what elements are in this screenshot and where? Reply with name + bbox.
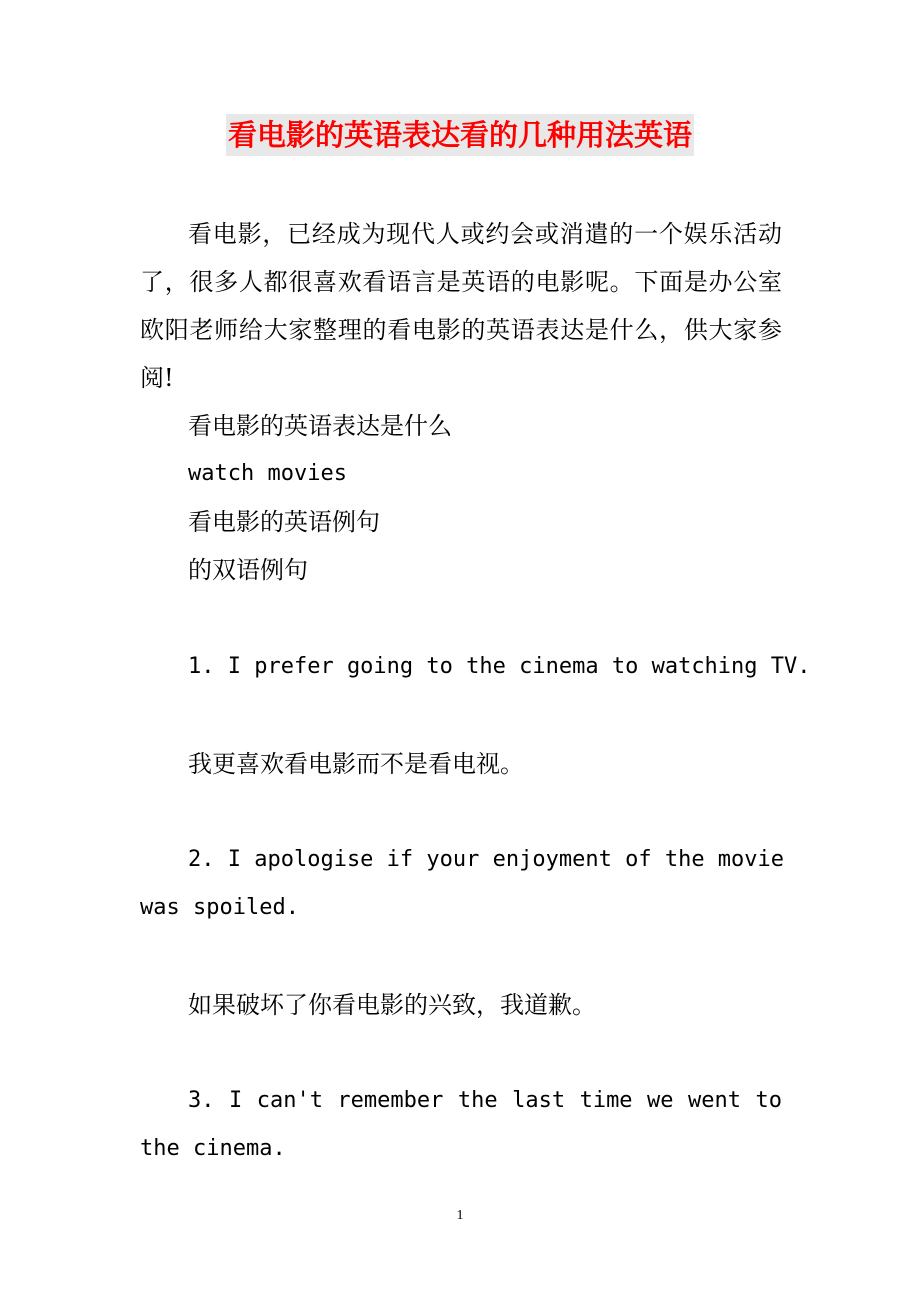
intro-line: 了，很多人都很喜欢看语言是英语的电影呢。下面是办公室 (140, 268, 782, 296)
intro-line: 看电影，已经成为现代人或约会或消遣的一个娱乐活动 (188, 220, 782, 248)
intro-line: 欧阳老师给大家整理的看电影的英语表达是什么，供大家参 (140, 316, 782, 344)
title-text: 看电影的英语表达看的几种用法英语 (226, 114, 694, 156)
expression-heading: 看电影的英语表达是什么 (188, 412, 452, 440)
example-2-english-cont: was spoiled. (140, 895, 299, 920)
example-1-english: 1. I prefer going to the cinema to watching TV. (188, 654, 811, 679)
example-2-chinese: 如果破坏了你看电影的兴致，我道歉。 (188, 991, 596, 1019)
document-title (0, 114, 920, 156)
examples-heading: 看电影的英语例句 (188, 508, 380, 536)
example-3-english: 3. I can't remember the last time we went to (188, 1088, 782, 1113)
page-number: 1 (456, 1208, 464, 1223)
expression-text: watch movies (188, 461, 347, 486)
intro-line: 阅! (140, 364, 174, 392)
bilingual-heading: 的双语例句 (188, 556, 308, 584)
example-3-english-cont: the cinema. (140, 1136, 286, 1161)
example-1-chinese: 我更喜欢看电影而不是看电视。 (188, 750, 524, 778)
example-2-english: 2. I apologise if your enjoyment of the movie (188, 847, 785, 872)
